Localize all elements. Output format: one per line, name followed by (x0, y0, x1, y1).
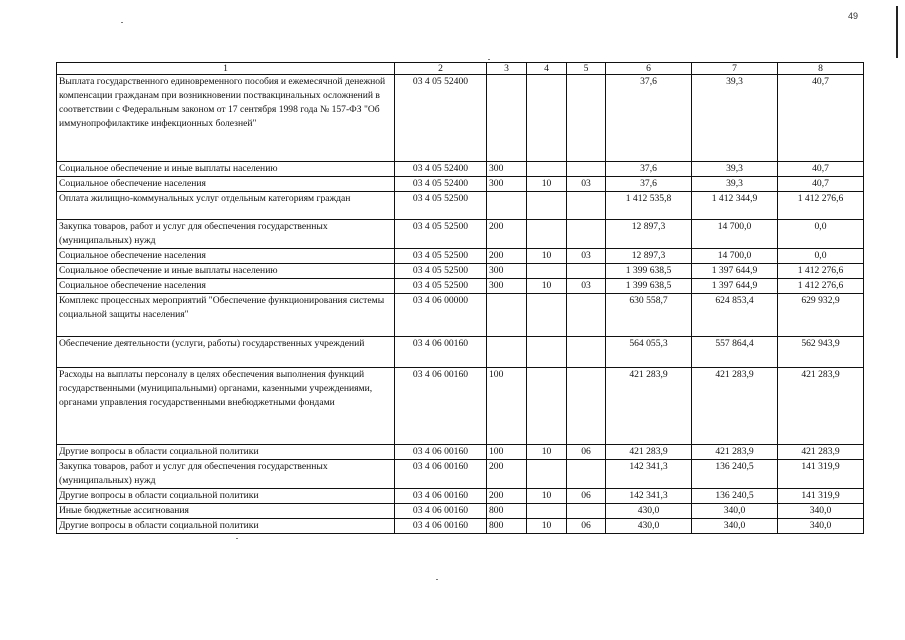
row-name-cell: Социальное обеспечение населения (57, 249, 395, 264)
subsection-cell: 03 (567, 177, 606, 192)
target-code-cell: 03 4 06 00160 (395, 519, 487, 534)
table-row (57, 337, 864, 368)
section-cell (527, 162, 567, 177)
column-number-row (57, 63, 864, 75)
header-cell: 1 (57, 63, 395, 75)
expense-type-cell: 300 (487, 264, 527, 279)
expense-type-cell: 800 (487, 519, 527, 534)
amount-col6-cell: 12 897,3 (606, 249, 692, 264)
amount-col6-cell: 142 341,3 (606, 489, 692, 504)
row-name-cell: Расходы на выплаты персоналу в целях обеспечения выполнения функций государственными (муниципальными) органами, казенными учреждениями, органами управления государственными внебюджетными фондами (57, 368, 395, 445)
amount-col6-cell: 430,0 (606, 504, 692, 519)
amount-col6-cell: 37,6 (606, 162, 692, 177)
target-code-cell: 03 4 06 00000 (395, 294, 487, 337)
amount-col6-cell: 1 399 638,5 (606, 279, 692, 294)
section-cell (527, 192, 567, 220)
section-cell (527, 368, 567, 445)
amount-col7-cell: 624 853,4 (692, 294, 778, 337)
amount-col8-cell: 629 932,9 (778, 294, 864, 337)
amount-col8-cell: 1 412 276,6 (778, 192, 864, 220)
expense-type-cell: 200 (487, 489, 527, 504)
subsection-cell (567, 75, 606, 162)
table-row (57, 460, 864, 489)
subsection-cell (567, 220, 606, 249)
amount-col6-cell: 430,0 (606, 519, 692, 534)
amount-col6-cell: 564 055,3 (606, 337, 692, 368)
table-row (57, 279, 864, 294)
table-row (57, 519, 864, 534)
amount-col8-cell: 421 283,9 (778, 368, 864, 445)
amount-col7-cell: 1 412 344,9 (692, 192, 778, 220)
expense-type-cell (487, 75, 527, 162)
row-name-cell: Обеспечение деятельности (услуги, работы) государственных учреждений (57, 337, 395, 368)
row-name-cell: Закупка товаров, работ и услуг для обеспечения государственных (муниципальных) нужд (57, 460, 395, 489)
section-cell: 10 (527, 279, 567, 294)
subsection-cell (567, 162, 606, 177)
table-row (57, 445, 864, 460)
target-code-cell: 03 4 05 52500 (395, 192, 487, 220)
amount-col6-cell: 421 283,9 (606, 368, 692, 445)
target-code-cell: 03 4 05 52400 (395, 75, 487, 162)
scan-speck (236, 538, 238, 539)
target-code-cell: 03 4 05 52500 (395, 220, 487, 249)
subsection-cell (567, 192, 606, 220)
header-cell: 4 (527, 63, 567, 75)
amount-col6-cell: 630 558,7 (606, 294, 692, 337)
subsection-cell (567, 294, 606, 337)
row-name-cell: Социальное обеспечение населения (57, 177, 395, 192)
amount-col7-cell: 39,3 (692, 162, 778, 177)
target-code-cell: 03 4 06 00160 (395, 445, 487, 460)
subsection-cell: 06 (567, 489, 606, 504)
amount-col7-cell: 136 240,5 (692, 489, 778, 504)
expense-type-cell: 200 (487, 460, 527, 489)
scan-edge-line (896, 6, 898, 58)
row-name-cell: Комплекс процессных мероприятий "Обеспечение функционирования системы социальной защиты населения" (57, 294, 395, 337)
row-name-cell: Социальное обеспечение населения (57, 279, 395, 294)
expense-type-cell (487, 192, 527, 220)
target-code-cell: 03 4 05 52400 (395, 177, 487, 192)
scan-speck (436, 579, 438, 580)
table-row (57, 264, 864, 279)
amount-col7-cell: 340,0 (692, 504, 778, 519)
amount-col8-cell: 40,7 (778, 75, 864, 162)
row-name-cell: Социальное обеспечение и иные выплаты населению (57, 264, 395, 279)
table-row (57, 177, 864, 192)
section-cell: 10 (527, 489, 567, 504)
amount-col6-cell: 37,6 (606, 75, 692, 162)
budget-table (56, 62, 864, 534)
table-row (57, 249, 864, 264)
amount-col7-cell: 340,0 (692, 519, 778, 534)
scan-speck (488, 59, 490, 60)
table-row (57, 192, 864, 220)
section-cell (527, 294, 567, 337)
expense-type-cell: 800 (487, 504, 527, 519)
target-code-cell: 03 4 06 00160 (395, 460, 487, 489)
subsection-cell: 03 (567, 279, 606, 294)
amount-col8-cell: 340,0 (778, 519, 864, 534)
amount-col7-cell: 39,3 (692, 75, 778, 162)
target-code-cell: 03 4 05 52500 (395, 249, 487, 264)
amount-col8-cell: 0,0 (778, 220, 864, 249)
target-code-cell: 03 4 05 52500 (395, 264, 487, 279)
expense-type-cell: 300 (487, 177, 527, 192)
expense-type-cell: 300 (487, 162, 527, 177)
subsection-cell (567, 264, 606, 279)
subsection-cell: 06 (567, 445, 606, 460)
subsection-cell (567, 368, 606, 445)
section-cell (527, 460, 567, 489)
section-cell: 10 (527, 249, 567, 264)
header-cell: 6 (606, 63, 692, 75)
amount-col7-cell: 1 397 644,9 (692, 279, 778, 294)
amount-col8-cell: 562 943,9 (778, 337, 864, 368)
amount-col6-cell: 142 341,3 (606, 460, 692, 489)
section-cell (527, 264, 567, 279)
section-cell: 10 (527, 177, 567, 192)
table-row (57, 489, 864, 504)
expense-type-cell (487, 337, 527, 368)
header-cell: 5 (567, 63, 606, 75)
row-name-cell: Иные бюджетные ассигнования (57, 504, 395, 519)
amount-col6-cell: 12 897,3 (606, 220, 692, 249)
subsection-cell: 06 (567, 519, 606, 534)
amount-col8-cell: 40,7 (778, 162, 864, 177)
amount-col8-cell: 1 412 276,6 (778, 279, 864, 294)
amount-col8-cell: 340,0 (778, 504, 864, 519)
amount-col7-cell: 14 700,0 (692, 220, 778, 249)
table-row (57, 162, 864, 177)
scan-speck (121, 22, 123, 23)
header-cell: 2 (395, 63, 487, 75)
section-cell: 10 (527, 519, 567, 534)
header-cell: 7 (692, 63, 778, 75)
amount-col7-cell: 39,3 (692, 177, 778, 192)
target-code-cell: 03 4 06 00160 (395, 368, 487, 445)
amount-col7-cell: 136 240,5 (692, 460, 778, 489)
subsection-cell (567, 337, 606, 368)
amount-col8-cell: 141 319,9 (778, 489, 864, 504)
target-code-cell: 03 4 05 52400 (395, 162, 487, 177)
amount-col7-cell: 14 700,0 (692, 249, 778, 264)
target-code-cell: 03 4 06 00160 (395, 337, 487, 368)
section-cell (527, 337, 567, 368)
section-cell (527, 75, 567, 162)
target-code-cell: 03 4 06 00160 (395, 504, 487, 519)
amount-col7-cell: 557 864,4 (692, 337, 778, 368)
amount-col8-cell: 0,0 (778, 249, 864, 264)
row-name-cell: Социальное обеспечение и иные выплаты населению (57, 162, 395, 177)
target-code-cell: 03 4 06 00160 (395, 489, 487, 504)
amount-col6-cell: 1 399 638,5 (606, 264, 692, 279)
table-row (57, 368, 864, 445)
header-cell: 3 (487, 63, 527, 75)
expense-type-cell: 300 (487, 279, 527, 294)
row-name-cell: Закупка товаров, работ и услуг для обеспечения государственных (муниципальных) нужд (57, 220, 395, 249)
amount-col7-cell: 1 397 644,9 (692, 264, 778, 279)
amount-col6-cell: 1 412 535,8 (606, 192, 692, 220)
section-cell (527, 504, 567, 519)
table-row (57, 504, 864, 519)
amount-col7-cell: 421 283,9 (692, 368, 778, 445)
row-name-cell: Другие вопросы в области социальной политики (57, 489, 395, 504)
header-cell: 8 (778, 63, 864, 75)
table-row (57, 75, 864, 162)
subsection-cell (567, 504, 606, 519)
expense-type-cell: 100 (487, 368, 527, 445)
subsection-cell: 03 (567, 249, 606, 264)
row-name-cell: Выплата государственного единовременного пособия и ежемесячной денежной компенсации гражданам при возникновении поствакцинальных осложнений в соответствии с Федеральным законом от 17 сентября 1998 года № 157-ФЗ "Об иммунопрофилактике инфекционных болезней" (57, 75, 395, 162)
amount-col6-cell: 421 283,9 (606, 445, 692, 460)
amount-col6-cell: 37,6 (606, 177, 692, 192)
amount-col7-cell: 421 283,9 (692, 445, 778, 460)
expense-type-cell: 100 (487, 445, 527, 460)
expense-type-cell: 200 (487, 220, 527, 249)
expense-type-cell (487, 294, 527, 337)
section-cell: 10 (527, 445, 567, 460)
row-name-cell: Оплата жилищно-коммунальных услуг отдельным категориям граждан (57, 192, 395, 220)
amount-col8-cell: 1 412 276,6 (778, 264, 864, 279)
subsection-cell (567, 460, 606, 489)
row-name-cell: Другие вопросы в области социальной политики (57, 445, 395, 460)
amount-col8-cell: 141 319,9 (778, 460, 864, 489)
section-cell (527, 220, 567, 249)
amount-col8-cell: 421 283,9 (778, 445, 864, 460)
table-row (57, 294, 864, 337)
table-row (57, 220, 864, 249)
amount-col8-cell: 40,7 (778, 177, 864, 192)
page-number: 49 (848, 11, 859, 21)
row-name-cell: Другие вопросы в области социальной политики (57, 519, 395, 534)
expense-type-cell: 200 (487, 249, 527, 264)
target-code-cell: 03 4 05 52500 (395, 279, 487, 294)
